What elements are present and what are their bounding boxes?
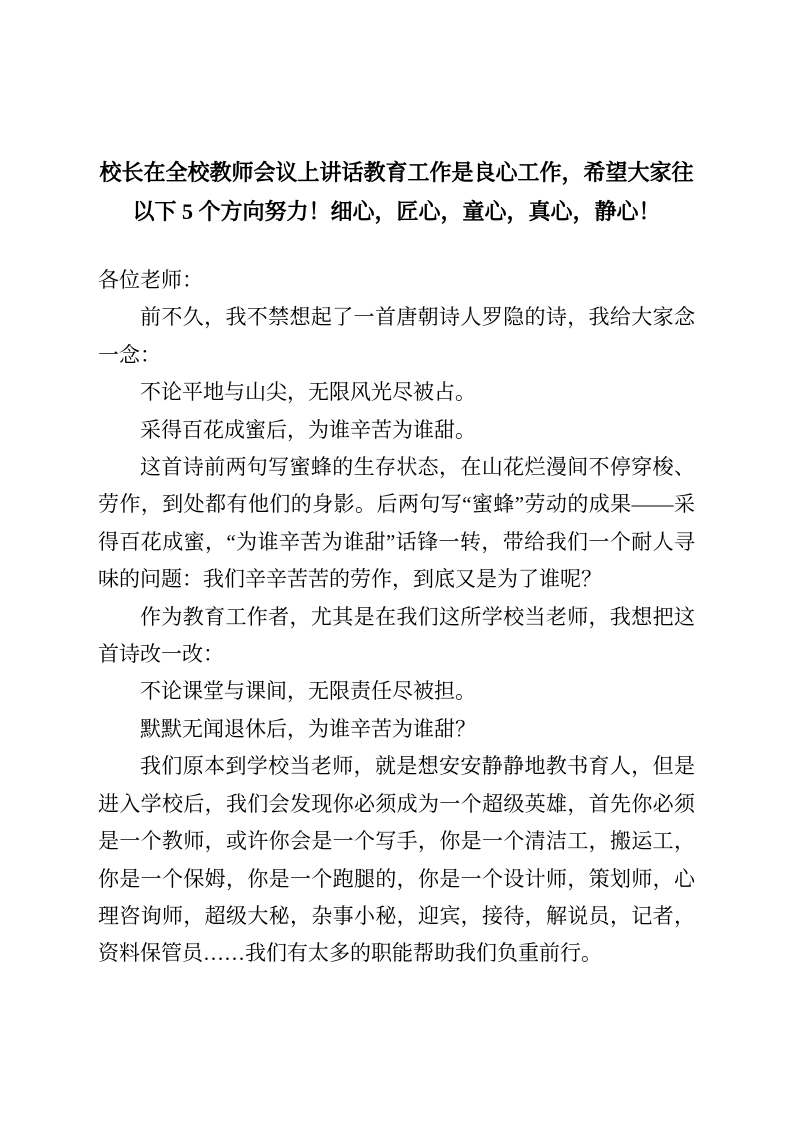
paragraph-poem-analysis: 这首诗前两句写蜜蜂的生存状态，在山花烂漫间不停穿梭、劳作，到处都有他们的身影。后两句写“蜜蜂”劳动的成果——采得百花成蜜，“为谁辛苦为谁甜”话锋一转，带给我们一个耐人寻味的问题：我们辛辛苦苦的劳作，到底又是为了谁呢？ xyxy=(98,455,695,592)
paragraph-teacher-roles: 我们原本到学校当老师，就是想安安静静地教书育人，但是进入学校后，我们会发现你必须成为一个超级英雄，首先你必须是一个教师，或许你会是一个写手，你是一个清洁工，搬运工，你是一个保姆，你是一个跑腿的，你是一个设计师，策划师，心理咨询师，超级大秘，杂事小秘，迎宾，接待，解说员，记者，资料保管员……我们有太多的职能帮助我们负重前行。 xyxy=(98,754,695,966)
document-body xyxy=(98,262,695,973)
document-title-line-2: 以下 5 个方向努力！细心，匠心，童心，真心，静心！ xyxy=(132,199,661,224)
document-title xyxy=(90,0,703,231)
paragraph-poem-line-2: 采得百花成蜜后，为谁辛苦为谁甜。 xyxy=(140,417,476,442)
paragraph-salutation: 各位老师： xyxy=(98,268,203,292)
paragraph-intro: 前不久，我不禁想起了一首唐朝诗人罗隐的诗，我给大家念一念： xyxy=(98,305,695,367)
paragraph-poem-line-1: 不论平地与山尖，无限风光尽被占。 xyxy=(140,380,476,405)
paragraph-adapted-poem-line-2: 默默无闻退休后，为谁辛苦为谁甜？ xyxy=(140,716,476,741)
paragraph-adapted-poem-line-1: 不论课堂与课间，无限责任尽被担。 xyxy=(140,679,476,704)
document-title-line-1: 校长在全校教师会议上讲话教育工作是良心工作，希望大家往 xyxy=(99,160,694,185)
paragraph-adaptation-intro: 作为教育工作者，尤其是在我们这所学校当老师，我想把这首诗改一改： xyxy=(98,604,695,667)
